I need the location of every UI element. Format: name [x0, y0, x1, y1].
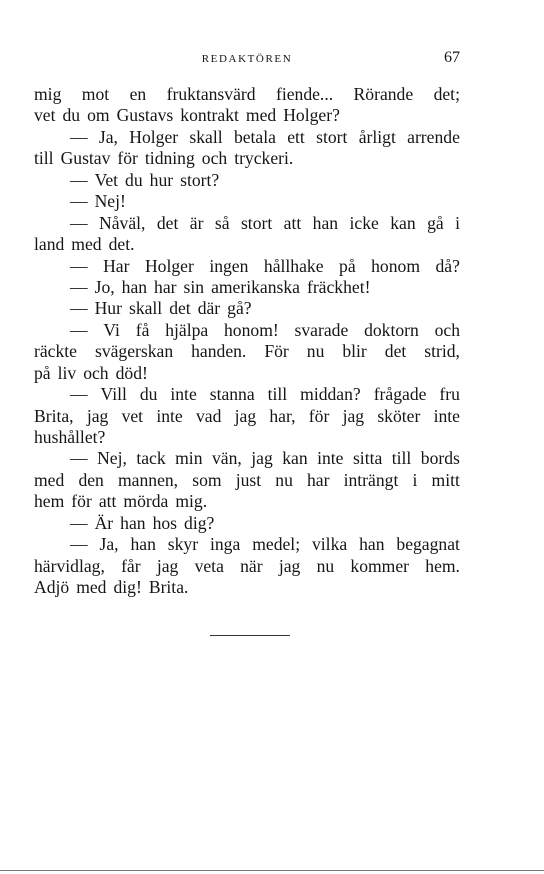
text-line: med den mannen, som just nu har inträngt i mitt: [34, 469, 460, 490]
page-edge-line: [0, 870, 544, 871]
text-line: — Hur skall det där gå?: [70, 298, 252, 319]
text-line: till Gustav för tidning och tryckeri.: [34, 148, 294, 169]
text-line: räckte svägerskan handen. För nu blir det strid,: [34, 341, 460, 362]
body-text: [34, 84, 460, 599]
text-line: — Är han hos dig?: [70, 512, 215, 533]
section-end-rule: [210, 635, 290, 636]
page-header: [34, 49, 460, 71]
text-line: — Nåväl, det är så stort att han icke kan gå i: [70, 212, 460, 233]
text-line: — Vill du inte stanna till middan? frågade fru: [70, 384, 460, 405]
text-line: — Nej!: [70, 191, 126, 212]
text-line: — Jo, han har sin amerikanska fräckhet!: [70, 276, 371, 297]
text-line: — Nej, tack min vän, jag kan inte sitta till bords: [70, 448, 460, 469]
running-head: REDAKTÖREN: [201, 53, 293, 65]
text-line: vet du om Gustavs kontrakt med Holger?: [34, 105, 340, 126]
text-line: mig mot en fruktansvärd fiende... Rörande det;: [34, 84, 460, 104]
text-line: härvidlag, får jag veta när jag nu kommer hem.: [34, 555, 460, 576]
text-line: hushållet?: [34, 427, 106, 447]
text-line: på liv och död!: [34, 362, 148, 383]
text-line: — Har Holger ingen hållhake på honom då?: [70, 255, 460, 276]
text-line: — Ja, Holger skall betala ett stort årligt arrende: [70, 126, 460, 147]
text-line: hem för att mörda mig.: [34, 491, 208, 512]
text-line: Adjö med dig! Brita.: [34, 577, 189, 598]
text-line: land med det.: [34, 234, 135, 255]
text-line: — Ja, han skyr inga medel; vilka han begagnat: [70, 534, 460, 555]
text-line: Brita, jag vet inte vad jag har, för jag sköter inte: [34, 405, 460, 426]
text-line: — Vi få hjälpa honom! svarade doktorn och: [70, 319, 460, 340]
text-line: — Vet du hur stort?: [70, 169, 220, 190]
page-number: 67: [444, 49, 460, 66]
